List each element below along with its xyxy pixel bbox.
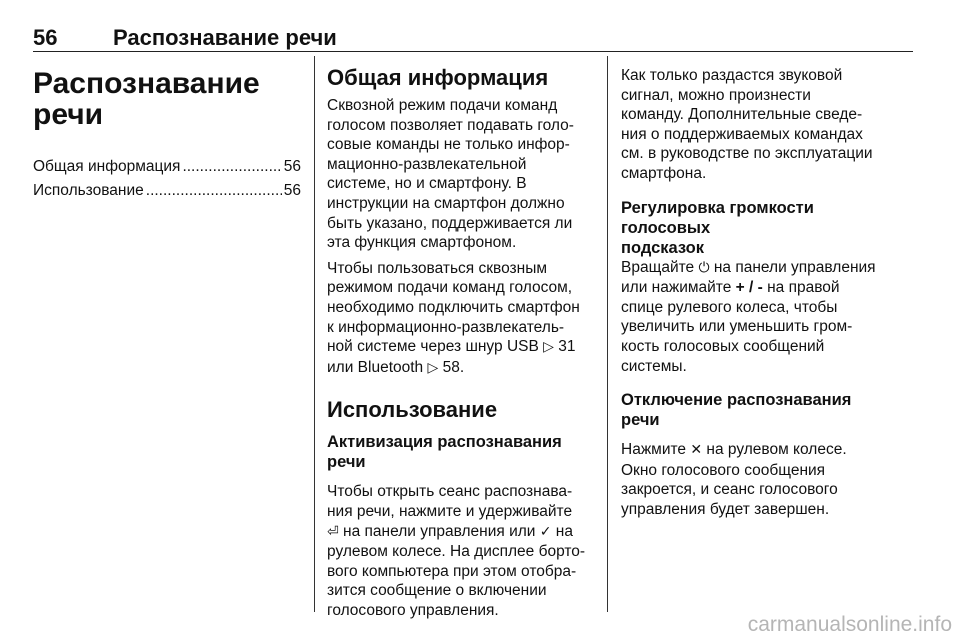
phone-icon: ⏎ <box>327 523 339 540</box>
text-line <box>327 358 597 379</box>
text-span: Вращайте <box>621 258 695 276</box>
text-line: речи <box>621 411 660 430</box>
text-line: Окно голосового сообщения <box>621 461 826 479</box>
text-span: на панели управления или <box>343 522 536 540</box>
text-line: управления будет завершен. <box>621 500 830 518</box>
voice-steering-icon: ✓ <box>539 523 552 540</box>
text-line: кость голосовых сообщений <box>621 337 825 355</box>
text-line: см. в руководстве по эксплуатации <box>621 145 873 163</box>
chapter-title <box>33 68 301 130</box>
volume-knob-icon: ⏻ <box>698 259 710 276</box>
page-reference-link[interactable]: 31 <box>558 338 576 356</box>
text-line: команду. Дополнительные сведе- <box>621 106 863 124</box>
paragraph <box>327 259 597 379</box>
page-reference-link[interactable]: 58. <box>442 358 465 376</box>
column-divider-1 <box>314 56 315 612</box>
text-line: Чтобы открыть сеанс распознава- <box>327 483 573 501</box>
text-span: на правой <box>767 279 840 297</box>
toc-page: 56 <box>283 158 301 175</box>
page-header <box>33 26 913 50</box>
paragraph <box>621 258 891 377</box>
toc-leader-dots <box>182 157 281 177</box>
text-line <box>621 278 891 298</box>
toc-label: Использование <box>33 182 144 199</box>
paragraph <box>621 66 891 184</box>
text-line <box>327 522 597 543</box>
text-line: системы. <box>621 357 687 375</box>
column-1 <box>33 56 301 205</box>
toc-entry-general[interactable] <box>33 157 301 181</box>
text-line: голосового управления. <box>327 601 499 619</box>
ref-arrow-icon: ▷ <box>543 339 554 356</box>
text-line: спице рулевого колеса, чтобы <box>621 298 838 316</box>
text-line: Отключение распознавания <box>621 391 852 410</box>
text-line: Сквозной режим подачи команд <box>327 97 558 114</box>
paragraph <box>327 482 597 620</box>
toc-leader-dots <box>146 181 282 201</box>
text-span: на панели управления <box>713 258 876 276</box>
text-line: Активизация распознавания <box>327 433 562 452</box>
text-span: или Bluetooth <box>327 358 424 376</box>
table-of-contents <box>33 157 301 205</box>
paragraph <box>621 440 891 519</box>
text-line <box>621 440 891 461</box>
text-line: необходимо подключить смартфон <box>327 298 580 316</box>
text-line: закроется, и сеанс голосового <box>621 481 838 499</box>
text-line: зится сообщение о включении <box>327 582 547 600</box>
toc-entry-usage[interactable] <box>33 181 301 205</box>
text-line: смартфона. <box>621 164 707 182</box>
text-line: увеличить или уменьшить гром- <box>621 318 853 336</box>
header-divider <box>33 51 913 52</box>
text-line: Как только раздастся звуковой <box>621 67 843 84</box>
text-line: голосом позволяет подавать голо- <box>327 116 574 134</box>
text-line: мационно-развлекательной <box>327 155 527 173</box>
text-line: эта функция смартфоном. <box>327 234 517 252</box>
subheading-activate <box>327 432 597 472</box>
text-line: совые команды не только инфор- <box>327 136 570 154</box>
mute-call-icon: ✕ <box>690 442 703 459</box>
text-line: системе, но и смартфону. В <box>327 175 527 193</box>
volume-keys: + / - <box>735 279 763 297</box>
chapter-title-line: речи <box>33 98 104 131</box>
section-heading-general: Общая информация <box>327 65 549 90</box>
column-3 <box>621 56 891 520</box>
section-heading-usage: Использование <box>327 397 498 423</box>
text-line: вого компьютера при этом отобра- <box>327 562 577 580</box>
text-line: инструкции на смартфон должно <box>327 194 565 212</box>
text-line: сигнал, можно произнести <box>621 86 811 104</box>
column-2 <box>327 56 597 620</box>
text-line: подсказок <box>621 238 705 257</box>
text-span: Нажмите <box>621 441 687 459</box>
text-line: Регулировка громкости голосовых <box>621 198 814 237</box>
text-line: ния речи, нажмите и удерживайте <box>327 502 573 520</box>
column-divider-2 <box>607 56 608 612</box>
toc-label: Общая информация <box>33 158 181 175</box>
text-line: к информационно-развлекатель- <box>327 318 565 336</box>
text-span: или нажимайте <box>621 279 732 297</box>
subheading-disable <box>621 390 891 430</box>
text-span: на <box>555 522 573 540</box>
text-line <box>621 258 891 279</box>
text-line: быть указано, поддерживается ли <box>327 214 573 232</box>
text-line: рулевом колесе. На дисплее борто- <box>327 543 586 561</box>
toc-page: 56 <box>283 182 301 199</box>
subheading-volume <box>621 198 891 258</box>
ref-arrow-icon: ▷ <box>427 359 439 376</box>
text-line: Чтобы пользоваться сквозным <box>327 259 548 277</box>
paragraph <box>327 96 597 253</box>
chapter-title-line: Распознавание <box>33 67 260 100</box>
text-line: речи <box>327 453 366 472</box>
text-line <box>327 337 597 358</box>
text-span: на рулевом колесе. <box>706 441 847 459</box>
watermark-text: carmanualsonline.info <box>747 613 952 636</box>
running-title: Распознавание речи <box>113 25 337 50</box>
page-number: 56 <box>33 25 58 50</box>
text-line: ния о поддерживаемых командах <box>621 125 863 143</box>
text-span: ной системе через шнур USB <box>327 338 539 356</box>
text-line: режимом подачи команд голосом, <box>327 279 573 297</box>
